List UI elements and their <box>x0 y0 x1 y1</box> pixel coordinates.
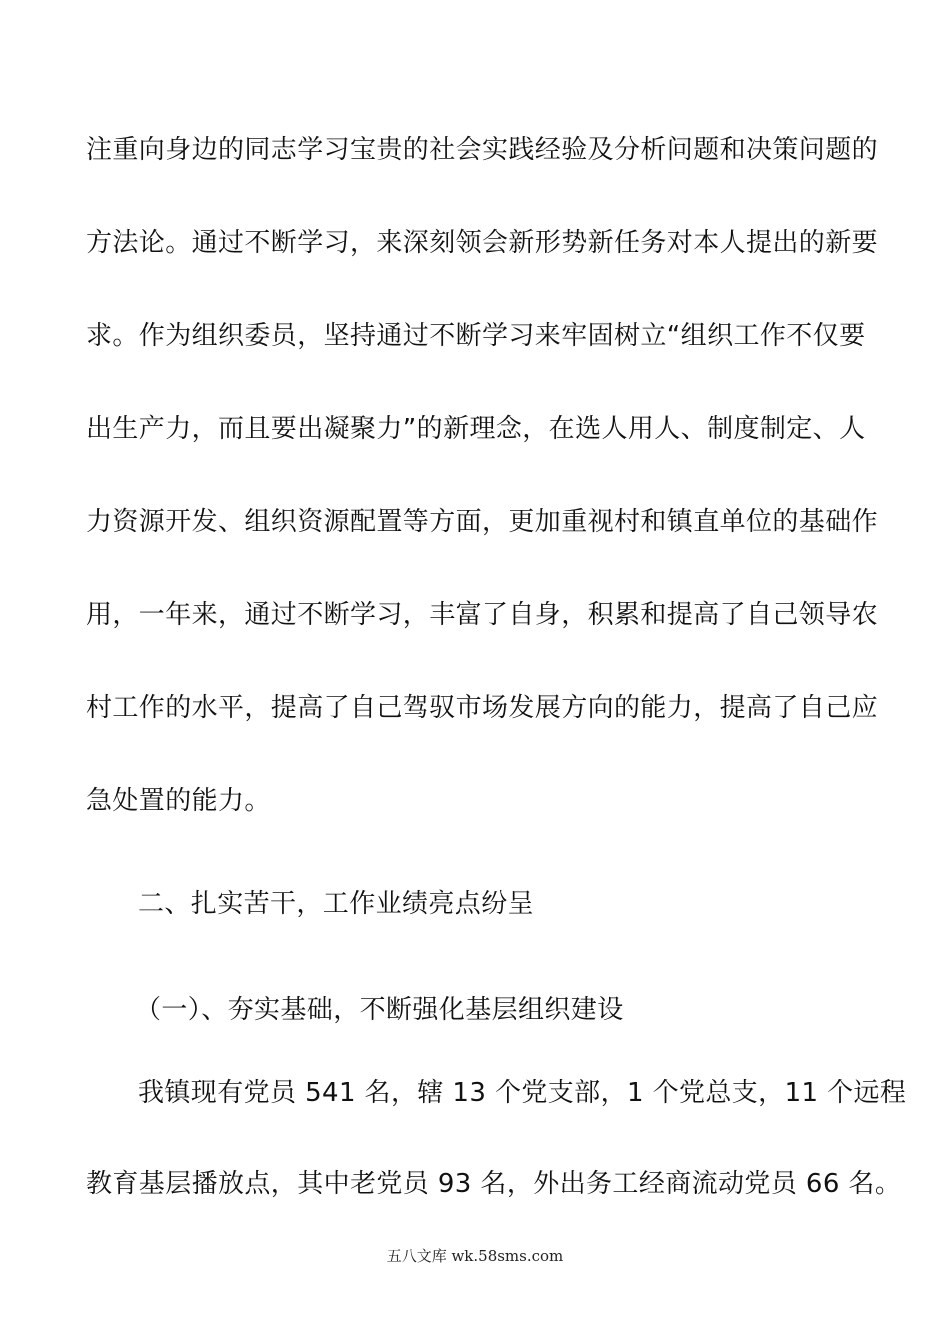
paragraph-line-1: 注重向身边的同志学习宝贵的社会实践经验及分析问题和决策问题的 <box>86 135 879 165</box>
paragraph-line-5: 力资源开发、组织资源配置等方面，更加重视村和镇直单位的基础作 <box>86 507 879 537</box>
paragraph-line-4: 出生产力，而且要出凝聚力”的新理念，在选人用人、制度制定、人 <box>86 414 866 444</box>
paragraph-line-7: 村工作的水平，提高了自己驾驭市场发展方向的能力，提高了自己应 <box>86 693 879 723</box>
paragraph2-line-1: 我镇现有党员 541 名，辖 13 个党支部，1 个党总支，11 个远程 <box>138 1078 907 1108</box>
paragraph-line-3: 求。作为组织委员，坚持通过不断学习来牢固树立“组织工作不仅要 <box>86 321 866 351</box>
subsection-heading: （一）、夯实基础，不断强化基层组织建设 <box>135 995 624 1025</box>
paragraph-line-6: 用，一年来，通过不断学习，丰富了自身，积累和提高了自己领导农 <box>86 600 879 630</box>
section-heading: 二、扎实苦干，工作业绩亮点纷呈 <box>138 889 535 919</box>
paragraph-line-8: 急处置的能力。 <box>86 786 271 816</box>
footer-watermark: 五八文库 wk.58sms.com <box>386 1247 564 1265</box>
paragraph2-line-2: 教育基层播放点，其中老党员 93 名，外出务工经商流动党员 66 名。 <box>86 1169 902 1199</box>
paragraph-line-2: 方法论。通过不断学习，来深刻领会新形势新任务对本人提出的新要 <box>86 228 879 258</box>
